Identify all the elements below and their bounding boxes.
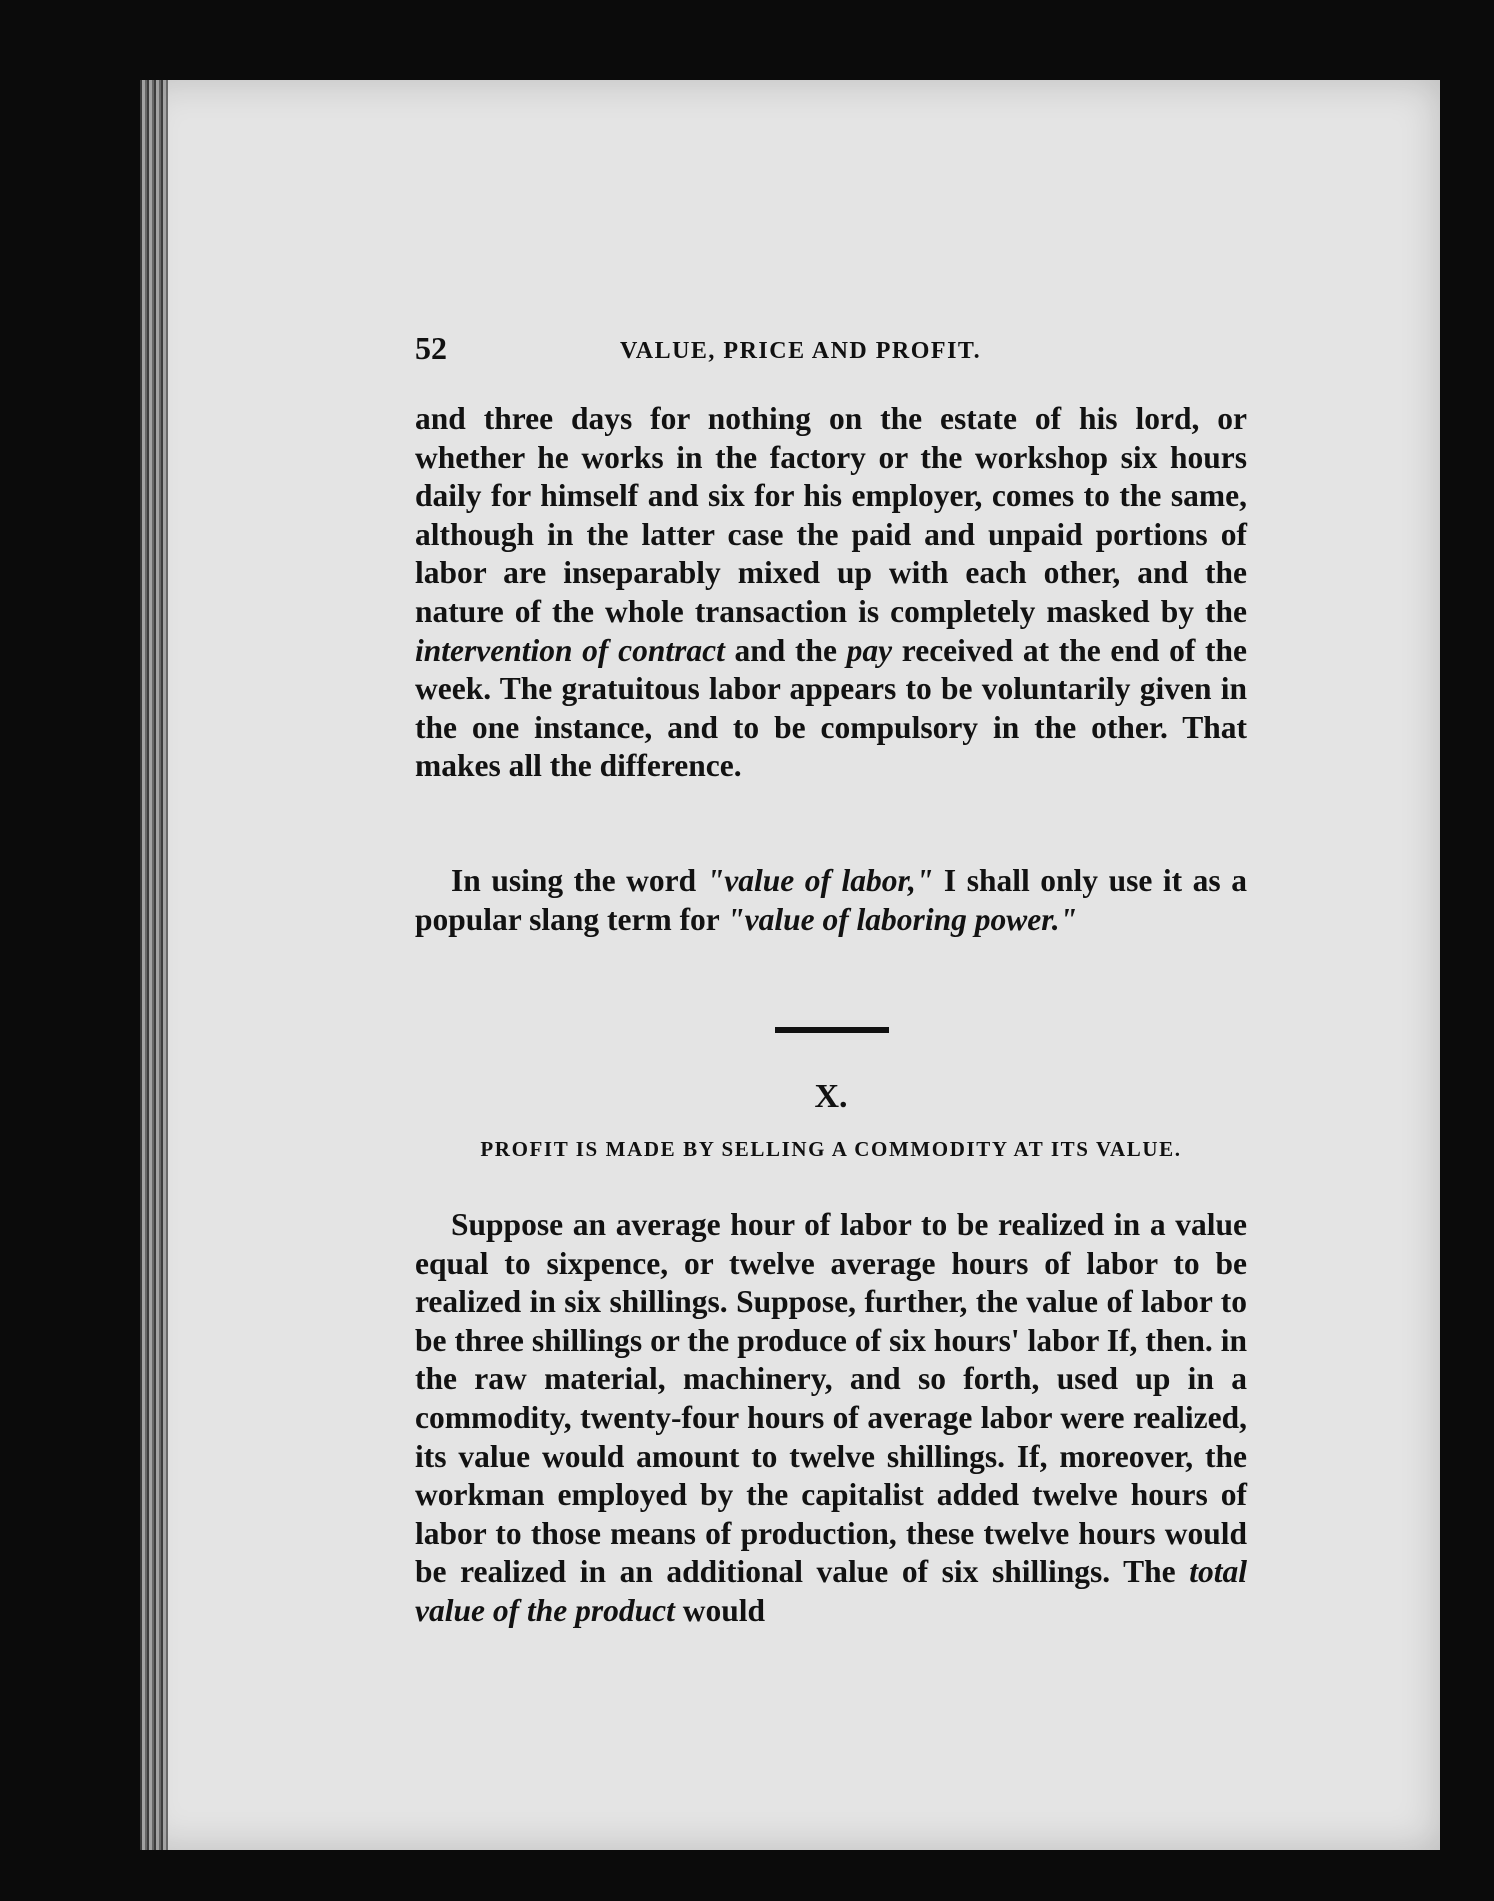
paragraph-3 [415,1206,1247,1631]
paragraph-1-italic-b: pay [846,632,893,668]
section-divider [775,1027,889,1033]
running-title: VALUE, PRICE AND PROFIT. [620,338,982,364]
scan-border [1440,80,1494,1850]
paragraph-1-italic-a: intervention of contract [415,632,725,668]
paragraph-2-text-b: I shall only use it as a popular slang term for [415,863,1247,937]
section-title: PROFIT IS MADE BY SELLING A COMMODITY AT ITS VALUE. [480,1137,1182,1161]
paragraph-1-text-a: and three days for nothing on the estate of his lord, or whether he works in the factory or the workshop six hours daily for himself and six for his employer, comes to the same, although in the latter case the paid and unpaid portions of labor are inseparably mixed up with each other, and the nature of the whole transaction is completely masked by the [415,401,1247,629]
paragraph-3-italic-a: total value of the product [415,1554,1247,1628]
paragraph-1-text-b: and the [724,632,847,668]
page-header [415,330,1245,374]
page-binding-edge [140,80,168,1850]
page-number: 52 [415,330,447,366]
paragraph-2 [415,862,1247,939]
paragraph-3-text-a: Suppose an average hour of labor to be realized in a value equal to sixpence, or twelve average hours of labor to be realized in six shillings. Suppose, further, the value of labor to be three shillings or the produce of six hours' labor If, then. in the raw material, machinery, and so forth, used up in a commodity, twenty-four hours of average labor were realized, its value would amount to twelve shillings. If, moreover, the workman employed by the capitalist added twelve hours of labor to those means of production, these twelve hours would be realized in an additional value of six shillings. The [415,1207,1247,1590]
paragraph-2-text-a: In using the word [451,863,707,898]
paragraph-1-text-c: received at the end of the week. The gratuitous labor appears to be voluntarily given in the one instance, and to be compulsory in the other. That makes all the difference. [415,632,1247,784]
section-number: X. [814,1078,848,1115]
paragraph-2-italic-a: "value of labor," [706,863,934,898]
paragraph-2-italic-b: "value of laboring power." [727,901,1078,937]
paragraph-3-text-b: would [674,1592,766,1628]
paragraph-1 [415,400,1247,786]
